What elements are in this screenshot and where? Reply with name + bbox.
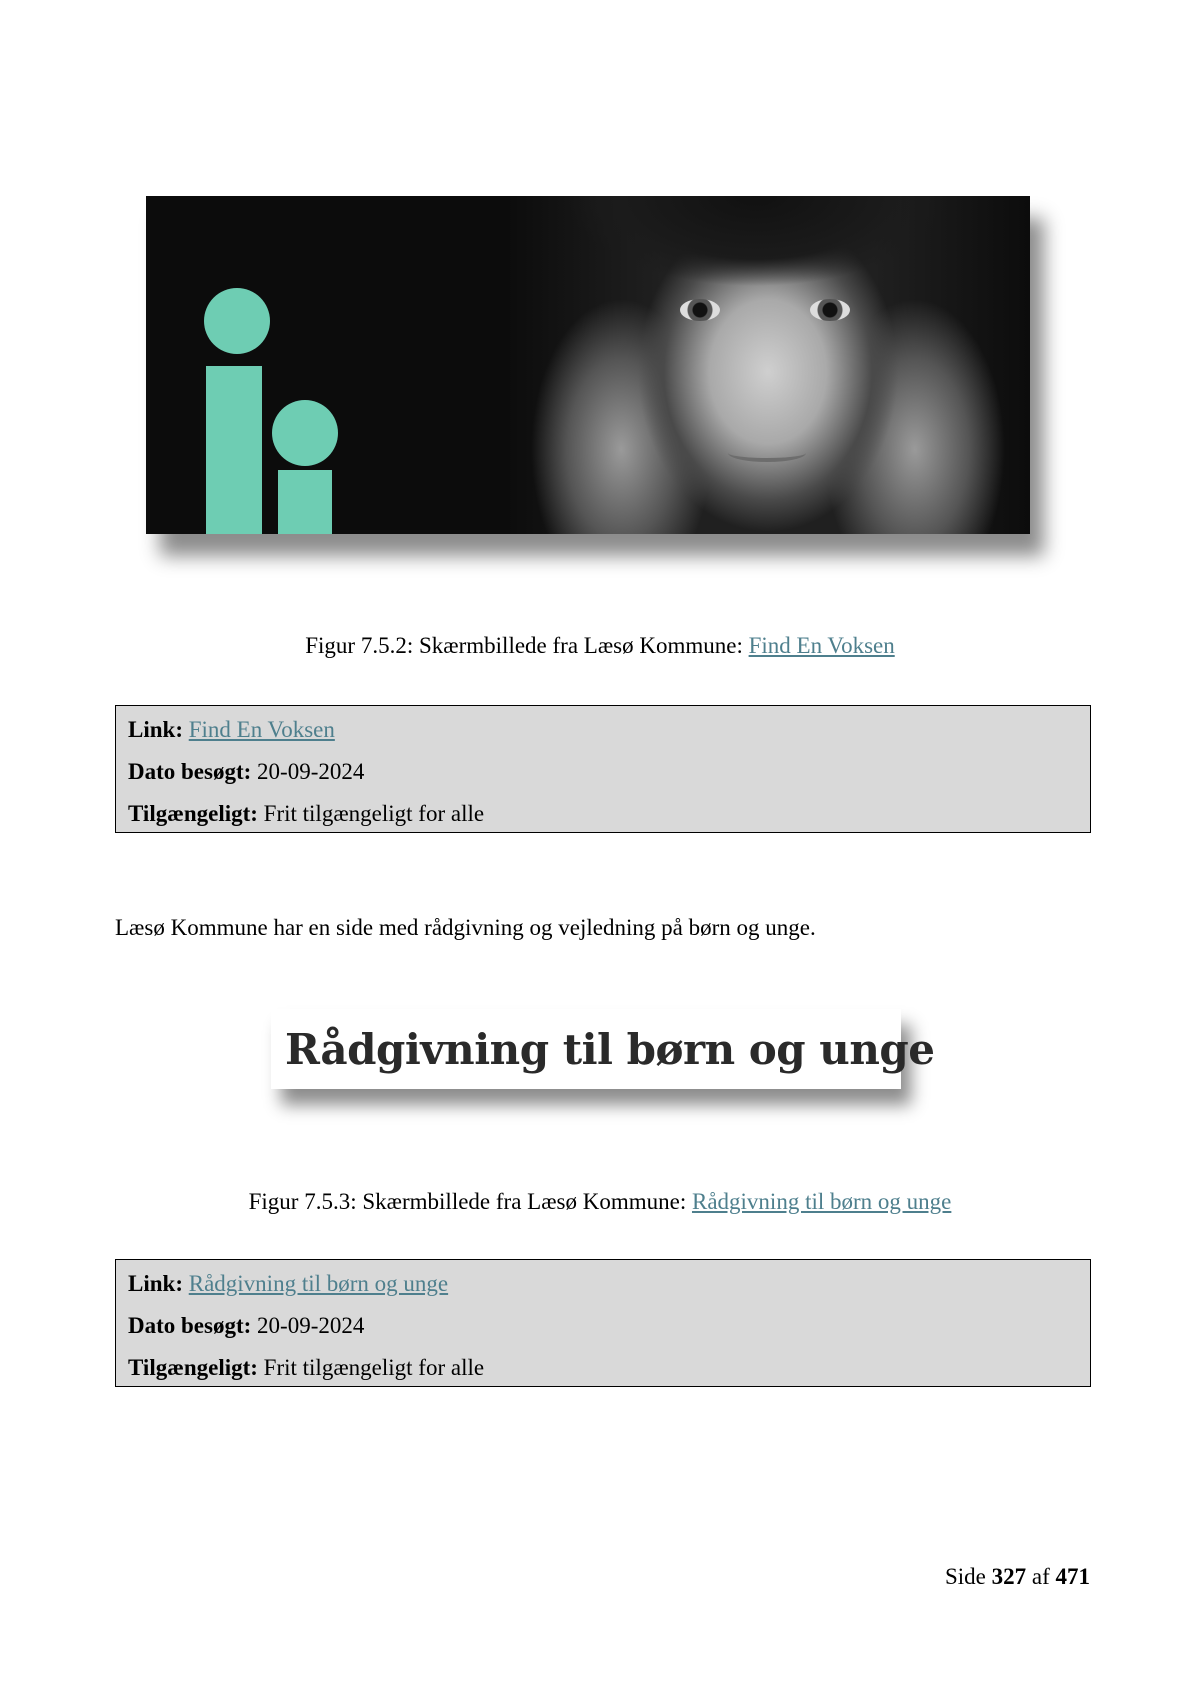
date-value: 20-09-2024 xyxy=(257,1313,365,1338)
logo-bar-small xyxy=(278,470,332,534)
date-label: Dato besøgt: xyxy=(128,1313,252,1338)
total-pages: 471 xyxy=(1055,1564,1090,1589)
caption-link-find-en-voksen[interactable]: Find En Voksen xyxy=(748,633,895,658)
caption-text: Figur 7.5.3: Skærmbillede fra Læsø Kommune: xyxy=(248,1189,692,1214)
info-box-find-en-voksen xyxy=(115,705,1091,833)
access-label: Tilgængeligt: xyxy=(128,1355,258,1380)
info-access-row xyxy=(128,793,1078,835)
page-number-footer xyxy=(945,1564,1090,1590)
link-label: Link: xyxy=(128,717,183,742)
info-date-row xyxy=(128,1305,1078,1347)
child-left-eye xyxy=(680,299,720,321)
info-link-find-en-voksen[interactable]: Find En Voksen xyxy=(188,717,335,742)
figure-caption-7-5-2 xyxy=(0,633,1200,659)
child-mouth xyxy=(728,444,806,462)
info-link-raadgivning[interactable]: Rådgivning til børn og unge xyxy=(188,1271,449,1296)
figure-raadgivning-image xyxy=(271,1009,935,1089)
logo-dot-large xyxy=(204,288,270,354)
info-access-row xyxy=(128,1347,1078,1389)
figure-find-en-voksen-image xyxy=(146,196,1030,534)
current-page: 327 xyxy=(991,1564,1027,1589)
raadgivning-heading-image-text: Rådgivning til børn og unge xyxy=(285,1024,935,1074)
access-value: Frit tilgængeligt for alle xyxy=(263,1355,485,1380)
body-paragraph: Læsø Kommune har en side med rådgivning og vejledning på børn og unge. xyxy=(115,915,816,940)
date-value: 20-09-2024 xyxy=(257,759,365,784)
access-label: Tilgængeligt: xyxy=(128,801,258,826)
logo-dot-small xyxy=(272,400,338,466)
of-label: af xyxy=(1031,1564,1050,1589)
info-link-row xyxy=(128,709,1078,751)
logo-bar-large xyxy=(206,366,262,534)
info-date-row xyxy=(128,751,1078,793)
figure-caption-7-5-3 xyxy=(0,1189,1200,1215)
info-link-row xyxy=(128,1263,1078,1305)
date-label: Dato besøgt: xyxy=(128,759,252,784)
child-hair xyxy=(566,196,946,286)
link-label: Link: xyxy=(128,1271,183,1296)
side-label: Side xyxy=(944,1564,986,1589)
access-value: Frit tilgængeligt for alle xyxy=(263,801,485,826)
info-box-raadgivning xyxy=(115,1259,1091,1387)
caption-link-raadgivning[interactable]: Rådgivning til børn og unge xyxy=(691,1189,952,1214)
caption-text: Figur 7.5.2: Skærmbillede fra Læsø Kommune: xyxy=(305,633,749,658)
child-right-eye xyxy=(810,299,850,321)
